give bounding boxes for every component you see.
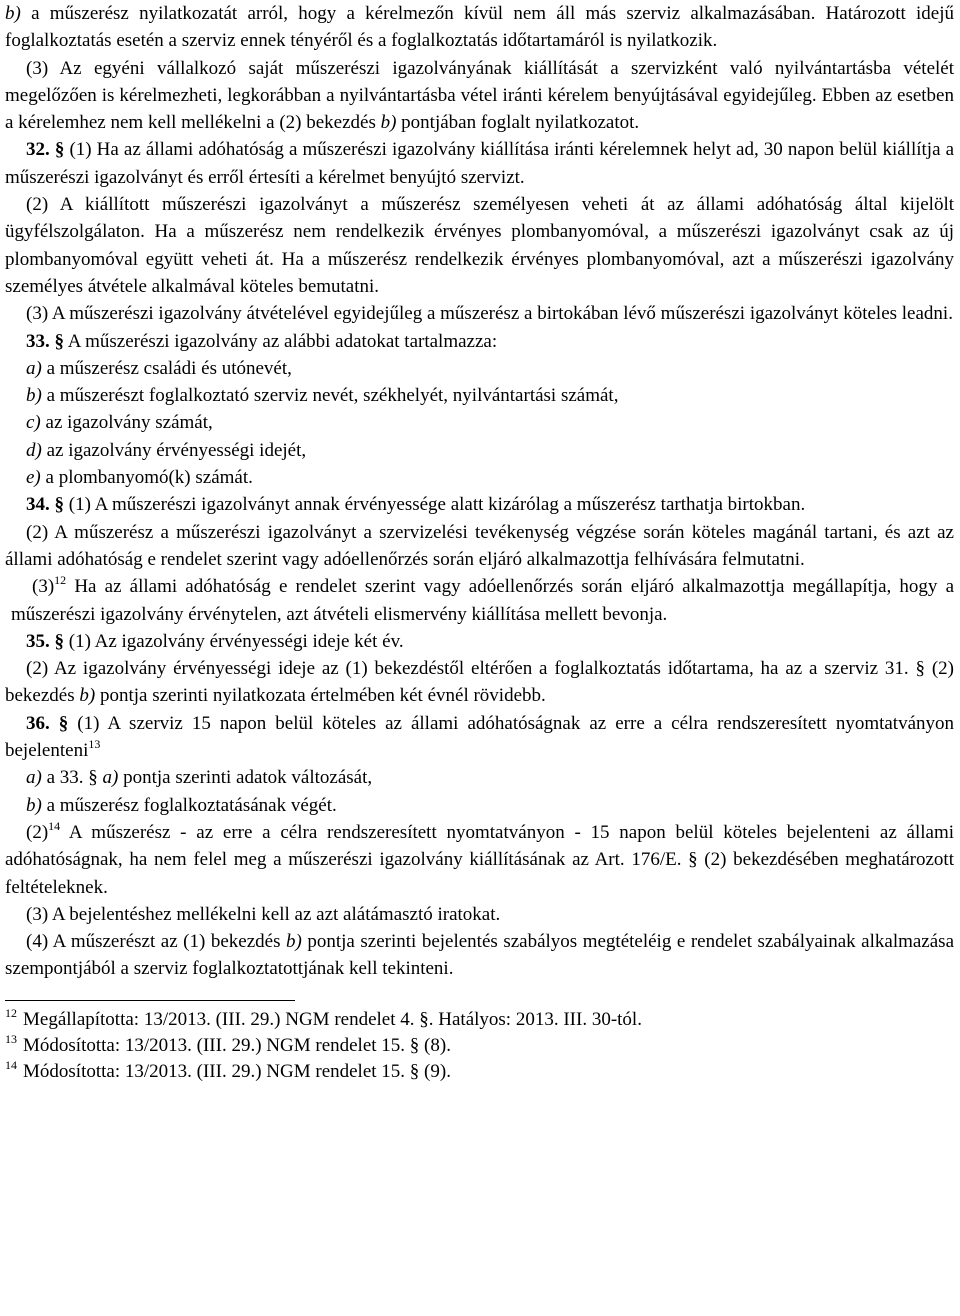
- section-sign: §: [54, 330, 64, 352]
- item-label: b): [26, 385, 42, 407]
- paragraph-text: pontja szerinti bejelentés szabályos megtételéig e rendelet szabályainak alkalmazása szempontjából a szerviz foglalkoztatottjának kell tekinteni.: [5, 931, 955, 980]
- paragraph-text: a műszerész nyilatkozatát arról, hogy a kérelmezőn kívül nem áll más szerviz alkalmazásában. Határozott idejű foglalkoztatás esetén a szerviz ennek tényéről és a foglalkoztatás időtartamáról is nyilatkozik.: [5, 3, 954, 52]
- section-sign: §: [54, 139, 65, 161]
- item-text: a műszerész foglalkoztatásának végét.: [46, 794, 337, 816]
- item-label: b): [26, 794, 42, 816]
- list-item: [5, 464, 954, 491]
- section-sign: §: [54, 630, 64, 652]
- paragraph-text: (3) Az egyéni vállalkozó saját műszerészi igazolványának kiállítását a szervizként való nyilvántartásba vételét megelőzően is kérelmezheti, legkorábban a nyilvántartásba vétel iránti kérelem benyújtásával egyidejűleg. Ebben az esetben a kérelemhez nem kell mellékelni a (2) bekezdés: [5, 57, 954, 134]
- item-label: b): [5, 3, 21, 24]
- paragraph-31-3: [5, 55, 954, 137]
- item-text: a műszerészt foglalkoztató szerviz nevét, székhelyét, nyilvántartási számát,: [46, 385, 619, 407]
- section-36-paragraph-1: [5, 710, 954, 765]
- item-text: pontja szerinti adatok változását,: [123, 767, 373, 789]
- section-35-paragraph-1: [5, 628, 954, 655]
- footnote-ref[interactable]: 13: [88, 737, 101, 752]
- footnote-ref[interactable]: 12: [54, 573, 67, 588]
- footnote-text: Megállapította: 13/2013. (III. 29.) NGM rendelet 4. §. Hatályos: 2013. III. 30-tól.: [23, 1008, 642, 1030]
- list-item: [5, 764, 954, 791]
- section-36-paragraph-3: (3) A bejelentéshez mellékelni kell az azt alátámasztó iratokat.: [26, 903, 501, 925]
- footnote: [5, 1033, 954, 1059]
- section-sign: §: [58, 712, 69, 734]
- footnote-number: 12: [5, 1005, 17, 1020]
- section-32-paragraph-2: (2) A kiállított műszerészi igazolványt a műszerész személyesen veheti át az állami adóhatóság által kijelölt ügyfélszolgálaton. Ha a műszerész nem rendelkezik érvényes plombanyomóval, a műszerészi igazolványt csak az új plombanyomóval együtt veheti át. Ha a műszerész rendelkezik érvényes plombanyomóval, azt a műszerészi igazolvány személyes átvétele alkalmával köteles bemutatni.: [5, 194, 954, 297]
- section-34-paragraph-3: [5, 573, 954, 628]
- item-ref: b): [286, 931, 302, 953]
- footnote-number: 14: [5, 1057, 17, 1072]
- item-text: a 33. §: [46, 767, 98, 789]
- item-ref: a): [102, 767, 119, 789]
- item-label: e): [26, 467, 41, 489]
- footnote-text: Módosította: 13/2013. (III. 29.) NGM rendelet 15. § (9).: [23, 1060, 451, 1082]
- item-label: a): [26, 767, 42, 789]
- paragraph-prefix: (3): [32, 576, 55, 598]
- section-number: 34.: [26, 494, 50, 516]
- item-text: a plombanyomó(k) számát.: [45, 467, 253, 489]
- section-sign: §: [54, 494, 64, 516]
- footnote-divider: [5, 1000, 295, 1001]
- list-item: [5, 355, 954, 382]
- item-ref: b): [380, 112, 397, 134]
- footnote-ref[interactable]: 14: [48, 818, 61, 833]
- paragraph-text: A műszerészi igazolvány az alábbi adatokat tartalmazza:: [67, 330, 498, 352]
- footnote-number: 13: [5, 1031, 17, 1046]
- footnote: [5, 1007, 954, 1033]
- item-ref: b): [79, 685, 96, 707]
- paragraph-prefix: (2): [26, 821, 49, 843]
- paragraph-text: Ha az állami adóhatóság e rendelet szerint vagy adóellenőrzés során eljáró alkalmazottja megállapítja, hogy a műszerészi igazolvány érvénytelen, azt átvételi elismervény kiállítása mellett bevonja.: [11, 576, 955, 625]
- paragraph-text: pontja szerinti nyilatkozata értelmében két évnél rövidebb.: [99, 685, 546, 707]
- item-label: c): [26, 412, 41, 434]
- section-number: 36.: [26, 712, 50, 734]
- paragraph-text: (1) A műszerészi igazolványt annak érvényessége alatt kizárólag a műszerész tarthatja birtokban.: [68, 494, 806, 516]
- item-label: d): [26, 439, 42, 461]
- section-number: 33.: [26, 330, 50, 352]
- footnote-text: Módosította: 13/2013. (III. 29.) NGM rendelet 15. § (8).: [23, 1034, 451, 1056]
- item-label: a): [26, 357, 42, 379]
- list-item: [5, 437, 954, 464]
- section-number: 35.: [26, 630, 50, 652]
- paragraph-text: (1) Az igazolvány érvényességi ideje két év.: [68, 630, 404, 652]
- paragraph-text: (4) A műszerészt az (1) bekezdés: [26, 931, 281, 953]
- paragraph-text: (1) A szerviz 15 napon belül köteles az állami adóhatóságnak az erre a célra rendszeresített nyomtatványon bejelenteni: [5, 712, 955, 762]
- section-36-paragraph-4: [5, 928, 954, 983]
- section-34-paragraph-2: (2) A műszerész a műszerészi igazolványt a szervizelési tevékenység végzése során köteles magánál tartani, és azt az állami adóhatóság e rendelet szerint vagy adóellenőrzés során eljáró alkalmazottja felhívására felmutatni.: [5, 521, 954, 570]
- paragraph-text: (1) Ha az állami adóhatóság a műszerészi igazolvány kiállítása iránti kérelemnek helyt ad, 30 napon belül kiállítja a műszerészi igazolványt és erről értesíti a kérelmet benyújtó szervizt.: [5, 139, 955, 188]
- section-32-paragraph-1: [5, 136, 954, 191]
- section-36-paragraph-2: [5, 819, 954, 901]
- list-item: [5, 792, 954, 819]
- paragraph-b-declaration: [5, 0, 954, 55]
- paragraph-text: A műszerész - az erre a célra rendszeresített nyomtatványon - 15 napon belül köteles bejelenteni az állami adóhatóságnak, ha nem felel meg a műszerészi igazolvány kiállításának az Art. 176/E. § (2) bekezdésében meghatározott feltételeknek.: [5, 821, 955, 898]
- item-text: a műszerész családi és utónevét,: [46, 357, 292, 379]
- list-item: [5, 409, 954, 436]
- paragraph-text: (2) Az igazolvány érvényességi ideje az (1) bekezdéstől eltérően a foglalkoztatás időtartama, ha az a szerviz 31. § (2) bekezdés: [5, 658, 954, 707]
- footnote: [5, 1059, 954, 1085]
- list-item: [5, 382, 954, 409]
- section-32-paragraph-3: (3) A műszerészi igazolvány átvételével egyidejűleg a műszerész a birtokában lévő műszerészi igazolványt köteles leadni.: [26, 303, 953, 325]
- item-text: az igazolvány érvényességi idejét,: [46, 439, 307, 461]
- section-number: 32.: [26, 139, 50, 161]
- section-34-paragraph-1: [5, 491, 954, 518]
- section-33-intro: [5, 328, 954, 355]
- item-text: az igazolvány számát,: [45, 412, 213, 434]
- paragraph-text: pontjában foglalt nyilatkozatot.: [401, 112, 640, 134]
- section-35-paragraph-2: [5, 655, 954, 710]
